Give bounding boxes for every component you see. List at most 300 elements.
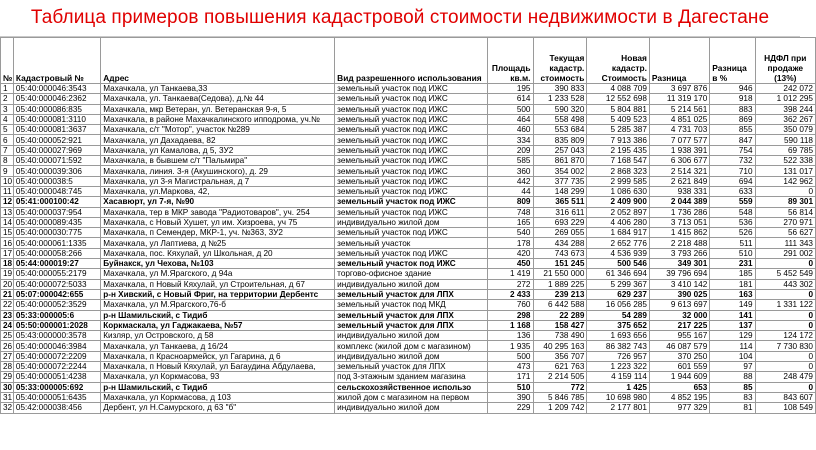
cell-area[interactable]: 500 <box>488 351 533 361</box>
cell-current-value[interactable]: 239 213 <box>533 289 587 299</box>
cell-address[interactable]: Махачкала, ул Камалова, д 5, 3У2 <box>101 145 335 155</box>
cell-use[interactable]: земельный участок под ИЖС <box>335 94 488 104</box>
cell-difference-pct[interactable]: 869 <box>710 114 755 124</box>
cell-difference-pct[interactable]: 754 <box>710 145 755 155</box>
cell-area[interactable]: 195 <box>488 84 533 94</box>
cell-current-value[interactable]: 148 299 <box>533 186 587 196</box>
cell-ndfl[interactable]: 398 244 <box>755 104 815 114</box>
cell-ndfl[interactable]: 0 <box>755 351 815 361</box>
cell-ndfl[interactable]: 590 118 <box>755 135 815 145</box>
cell-num[interactable]: 3 <box>1 104 14 114</box>
cell-use[interactable]: жилой дом с магазином на первом <box>335 392 488 402</box>
cell-address[interactable]: Махачкала, ул 3-я Магистральная, д 7 <box>101 176 335 186</box>
cell-new-value[interactable]: 500 546 <box>587 259 650 269</box>
cell-current-value[interactable]: 772 <box>533 382 587 392</box>
header-difference[interactable]: Разница <box>649 38 709 84</box>
cell-cadastral[interactable]: 05:40:000089:435 <box>13 217 100 227</box>
cell-address[interactable]: Махачкала, ул Лаптиева, д №25 <box>101 238 335 248</box>
cell-use[interactable]: индивидуально жилой дом <box>335 217 488 227</box>
cell-new-value[interactable]: 375 652 <box>587 320 650 330</box>
cell-difference-pct[interactable]: 85 <box>710 382 755 392</box>
cell-ndfl[interactable]: 0 <box>755 320 815 330</box>
cell-address[interactable]: Махачкала, п Красноармейск, ул Гагарина, д 6 <box>101 351 335 361</box>
cell-current-value[interactable]: 365 511 <box>533 197 587 207</box>
cell-address[interactable]: Махачкала, п Семендер, МКР-1, уч. №363, 3У2 <box>101 228 335 238</box>
cell-use[interactable]: земельный участок под ИЖС <box>335 176 488 186</box>
cell-use[interactable]: индивидуально жилой дом <box>335 403 488 413</box>
cell-num[interactable]: 22 <box>1 300 14 310</box>
cell-area[interactable]: 390 <box>488 392 533 402</box>
cell-difference[interactable]: 217 225 <box>649 320 709 330</box>
cell-area[interactable]: 585 <box>488 156 533 166</box>
cell-current-value[interactable]: 269 055 <box>533 228 587 238</box>
cell-difference[interactable]: 1 736 286 <box>649 207 709 217</box>
cell-area[interactable]: 272 <box>488 279 533 289</box>
cell-address[interactable]: Махачкала, ул Коркмасова, 93 <box>101 372 335 382</box>
cell-ndfl[interactable]: 0 <box>755 382 815 392</box>
cell-num[interactable]: 13 <box>1 207 14 217</box>
cell-cadastral[interactable]: 05:44:000019:27 <box>13 259 100 269</box>
cell-use[interactable]: земельный участок под ИЖС <box>335 156 488 166</box>
cell-new-value[interactable]: 5 409 523 <box>587 114 650 124</box>
cell-use[interactable]: земельный участок под ИЖС <box>335 186 488 196</box>
cell-area[interactable]: 614 <box>488 94 533 104</box>
cell-use[interactable]: земельный участок под ИЖС <box>335 248 488 258</box>
cell-ndfl[interactable]: 0 <box>755 259 815 269</box>
cell-use[interactable]: сельскохозяйственное использо <box>335 382 488 392</box>
cell-new-value[interactable]: 5 804 881 <box>587 104 650 114</box>
cell-new-value[interactable]: 4 406 280 <box>587 217 650 227</box>
cell-new-value[interactable]: 1 223 322 <box>587 362 650 372</box>
cell-area[interactable]: 500 <box>488 104 533 114</box>
cell-cadastral[interactable]: 05:40:000037:954 <box>13 207 100 217</box>
cell-use[interactable]: земельный участок под ИЖС <box>335 228 488 238</box>
cell-cadastral[interactable]: 05:40:000081:3110 <box>13 114 100 124</box>
cell-current-value[interactable]: 21 550 000 <box>533 269 587 279</box>
cell-difference-pct[interactable]: 918 <box>710 94 755 104</box>
cell-num[interactable]: 16 <box>1 238 14 248</box>
cell-use[interactable]: земельный участок под ИЖС <box>335 104 488 114</box>
cell-cadastral[interactable]: 05:40:000046:2362 <box>13 94 100 104</box>
cell-address[interactable]: Махачкала, тер в МКР завода "Радиотоваров", уч. 254 <box>101 207 335 217</box>
cell-new-value[interactable]: 2 652 776 <box>587 238 650 248</box>
cell-difference-pct[interactable]: 847 <box>710 135 755 145</box>
cell-difference-pct[interactable]: 129 <box>710 331 755 341</box>
cell-num[interactable]: 1 <box>1 84 14 94</box>
cell-difference-pct[interactable]: 114 <box>710 341 755 351</box>
cell-new-value[interactable]: 10 698 980 <box>587 392 650 402</box>
cell-difference[interactable]: 4 731 703 <box>649 125 709 135</box>
cell-cadastral[interactable]: 05:40:000072:2244 <box>13 362 100 372</box>
cell-ndfl[interactable]: 443 302 <box>755 279 815 289</box>
cell-new-value[interactable]: 4 088 709 <box>587 84 650 94</box>
cell-cadastral[interactable]: 05:41:000100:42 <box>13 197 100 207</box>
cell-cadastral[interactable]: 05:40:000051:6435 <box>13 392 100 402</box>
cell-difference-pct[interactable]: 81 <box>710 403 755 413</box>
cell-address[interactable]: Махачкала, мкр Ветеран, ул. Ветеранская 9-я, 5 <box>101 104 335 114</box>
cell-ndfl[interactable]: 56 627 <box>755 228 815 238</box>
cell-difference[interactable]: 9 613 697 <box>649 300 709 310</box>
cell-cadastral[interactable]: 05:33:000005:6 <box>13 310 100 320</box>
cell-cadastral[interactable]: 05:40:000052:3529 <box>13 300 100 310</box>
cell-area[interactable]: 136 <box>488 331 533 341</box>
header-new-value[interactable]: Новая кадастр. Стоимость <box>587 38 650 84</box>
cell-cadastral[interactable]: 05:40:000046:3543 <box>13 84 100 94</box>
cell-new-value[interactable]: 4 159 114 <box>587 372 650 382</box>
cell-current-value[interactable]: 558 498 <box>533 114 587 124</box>
cell-current-value[interactable]: 354 002 <box>533 166 587 176</box>
cell-current-value[interactable]: 356 707 <box>533 351 587 361</box>
cell-difference[interactable]: 370 250 <box>649 351 709 361</box>
cell-new-value[interactable]: 12 552 698 <box>587 94 650 104</box>
cell-current-value[interactable]: 2 214 505 <box>533 372 587 382</box>
cell-current-value[interactable]: 316 611 <box>533 207 587 217</box>
cell-cadastral[interactable]: 05:40:000048:745 <box>13 186 100 196</box>
cell-ndfl[interactable]: 270 971 <box>755 217 815 227</box>
cell-current-value[interactable]: 5 846 785 <box>533 392 587 402</box>
cell-cadastral[interactable]: 05:33:000005:692 <box>13 382 100 392</box>
cell-address[interactable]: Хасавюрт, ул 7-я, №90 <box>101 197 335 207</box>
cell-num[interactable]: 23 <box>1 310 14 320</box>
header-current-value[interactable]: Текущая кадастр. стоимость <box>533 38 587 84</box>
cell-new-value[interactable]: 61 346 694 <box>587 269 650 279</box>
cell-num[interactable]: 26 <box>1 341 14 351</box>
cell-ndfl[interactable]: 350 079 <box>755 125 815 135</box>
cell-ndfl[interactable]: 0 <box>755 289 815 299</box>
cell-current-value[interactable]: 158 427 <box>533 320 587 330</box>
cell-difference[interactable]: 3 713 051 <box>649 217 709 227</box>
cell-ndfl[interactable]: 0 <box>755 186 815 196</box>
cell-cadastral[interactable]: 05:40:000046:3984 <box>13 341 100 351</box>
cell-cadastral[interactable]: 05:40:000071:592 <box>13 156 100 166</box>
cell-new-value[interactable]: 86 382 743 <box>587 341 650 351</box>
cell-use[interactable]: земельный участок под МКД <box>335 300 488 310</box>
cell-cadastral[interactable]: 05:40:000061:1335 <box>13 238 100 248</box>
cell-cadastral[interactable]: 05:42:000038:456 <box>13 403 100 413</box>
cell-num[interactable]: 30 <box>1 382 14 392</box>
cell-current-value[interactable]: 861 870 <box>533 156 587 166</box>
cell-difference-pct[interactable]: 510 <box>710 248 755 258</box>
cell-ndfl[interactable]: 111 343 <box>755 238 815 248</box>
cell-use[interactable]: земельный участок под ИЖС <box>335 145 488 155</box>
cell-address[interactable]: р-н Шамильский, с Тидиб <box>101 382 335 392</box>
cell-difference-pct[interactable]: 732 <box>710 156 755 166</box>
cell-num[interactable]: 18 <box>1 259 14 269</box>
cell-difference[interactable]: 1 415 862 <box>649 228 709 238</box>
cell-area[interactable]: 44 <box>488 186 533 196</box>
cell-difference[interactable]: 5 214 561 <box>649 104 709 114</box>
cell-difference-pct[interactable]: 185 <box>710 269 755 279</box>
cell-current-value[interactable]: 835 809 <box>533 135 587 145</box>
cell-num[interactable]: 28 <box>1 362 14 372</box>
cell-new-value[interactable]: 7 913 386 <box>587 135 650 145</box>
cell-difference[interactable]: 2 514 321 <box>649 166 709 176</box>
cell-area[interactable]: 809 <box>488 197 533 207</box>
cell-ndfl[interactable]: 0 <box>755 362 815 372</box>
cell-address[interactable]: Махачкала, с Новый Хушет, ул им. Хизроева, уч 75 <box>101 217 335 227</box>
cell-num[interactable]: 9 <box>1 166 14 176</box>
cell-num[interactable]: 17 <box>1 248 14 258</box>
cell-use[interactable]: под 3-этажным зданием магазина <box>335 372 488 382</box>
cell-ndfl[interactable]: 89 301 <box>755 197 815 207</box>
cell-num[interactable]: 10 <box>1 176 14 186</box>
cell-difference[interactable]: 2 621 849 <box>649 176 709 186</box>
cell-use[interactable]: земельный участок для ЛПХ <box>335 320 488 330</box>
cell-area[interactable]: 540 <box>488 228 533 238</box>
cell-difference[interactable]: 977 329 <box>649 403 709 413</box>
cell-use[interactable]: индивидуально жилой дом <box>335 331 488 341</box>
cell-current-value[interactable]: 377 735 <box>533 176 587 186</box>
cell-difference-pct[interactable]: 694 <box>710 176 755 186</box>
cell-difference[interactable]: 2 218 488 <box>649 238 709 248</box>
cell-cadastral[interactable]: 05:50:000001:2028 <box>13 320 100 330</box>
cell-num[interactable]: 25 <box>1 331 14 341</box>
cell-area[interactable]: 420 <box>488 248 533 258</box>
cell-num[interactable]: 11 <box>1 186 14 196</box>
cell-difference-pct[interactable]: 633 <box>710 186 755 196</box>
cell-area[interactable]: 1 935 <box>488 341 533 351</box>
cell-difference[interactable]: 3 410 142 <box>649 279 709 289</box>
cell-new-value[interactable]: 5 285 387 <box>587 125 650 135</box>
cell-address[interactable]: Махачкала, с/т "Мотор", участок №289 <box>101 125 335 135</box>
cell-current-value[interactable]: 6 442 588 <box>533 300 587 310</box>
cell-num[interactable]: 8 <box>1 156 14 166</box>
cell-difference[interactable]: 601 559 <box>649 362 709 372</box>
cell-difference-pct[interactable]: 883 <box>710 104 755 114</box>
cell-difference[interactable]: 3 793 266 <box>649 248 709 258</box>
cell-use[interactable]: земельный участок для ЛПХ <box>335 289 488 299</box>
cell-use[interactable]: земельный участок под ИЖС <box>335 114 488 124</box>
cell-current-value[interactable]: 1 233 528 <box>533 94 587 104</box>
cell-use[interactable]: торгово-офисное здание <box>335 269 488 279</box>
cell-difference[interactable]: 955 167 <box>649 331 709 341</box>
cell-num[interactable]: 7 <box>1 145 14 155</box>
cell-num[interactable]: 12 <box>1 197 14 207</box>
cell-cadastral[interactable]: 05:40:000072:2209 <box>13 351 100 361</box>
cell-current-value[interactable]: 590 320 <box>533 104 587 114</box>
cell-new-value[interactable]: 726 957 <box>587 351 650 361</box>
cell-address[interactable]: р-н Хивский, с Новый Фриг, на территории Дербентс <box>101 289 335 299</box>
cell-area[interactable]: 442 <box>488 176 533 186</box>
cell-num[interactable]: 14 <box>1 217 14 227</box>
cell-new-value[interactable]: 2 177 801 <box>587 403 650 413</box>
cell-use[interactable]: земельный участок под ИЖС <box>335 259 488 269</box>
header-num[interactable]: № <box>1 38 14 84</box>
cell-new-value[interactable]: 5 299 367 <box>587 279 650 289</box>
cell-ndfl[interactable]: 291 002 <box>755 248 815 258</box>
cell-use[interactable]: земельный участок под ИЖС <box>335 125 488 135</box>
cell-num[interactable]: 27 <box>1 351 14 361</box>
cell-address[interactable]: Махачкала, ул Коркмасова, д 103 <box>101 392 335 402</box>
cell-difference[interactable]: 1 944 609 <box>649 372 709 382</box>
header-difference-pct[interactable]: Разница в % <box>710 38 755 84</box>
cell-current-value[interactable]: 621 763 <box>533 362 587 372</box>
cell-num[interactable]: 2 <box>1 94 14 104</box>
cell-ndfl[interactable]: 0 <box>755 310 815 320</box>
cell-difference-pct[interactable]: 181 <box>710 279 755 289</box>
cell-cadastral[interactable]: 05:07:000042:655 <box>13 289 100 299</box>
cell-difference[interactable]: 1 938 391 <box>649 145 709 155</box>
cell-difference[interactable]: 938 331 <box>649 186 709 196</box>
cell-difference[interactable]: 4 852 195 <box>649 392 709 402</box>
cell-cadastral[interactable]: 05:40:000027:969 <box>13 145 100 155</box>
cell-address[interactable]: Махачкала, ул. Танкаева(Седова), д.№ 44 <box>101 94 335 104</box>
cell-use[interactable]: земельный участок под ИЖС <box>335 207 488 217</box>
cell-ndfl[interactable]: 522 338 <box>755 156 815 166</box>
cell-use[interactable]: земельный участок под ИЖС <box>335 135 488 145</box>
cell-area[interactable]: 334 <box>488 135 533 145</box>
cell-difference-pct[interactable]: 710 <box>710 166 755 176</box>
cell-difference[interactable]: 390 025 <box>649 289 709 299</box>
cell-address[interactable]: Коркмаскала, ул Гаджакаева, №57 <box>101 320 335 330</box>
cell-new-value[interactable]: 2 052 897 <box>587 207 650 217</box>
cell-cadastral[interactable]: 05:40:000072:5033 <box>13 279 100 289</box>
cell-address[interactable]: Буйнакск, ул Чехова, №103 <box>101 259 335 269</box>
cell-new-value[interactable]: 629 237 <box>587 289 650 299</box>
cell-address[interactable]: Махачкала, ул.Маркова, 42, <box>101 186 335 196</box>
cell-new-value[interactable]: 1 684 917 <box>587 228 650 238</box>
cell-area[interactable]: 178 <box>488 238 533 248</box>
cell-current-value[interactable]: 434 288 <box>533 238 587 248</box>
cell-area[interactable]: 165 <box>488 217 533 227</box>
cell-ndfl[interactable]: 108 549 <box>755 403 815 413</box>
cell-difference[interactable]: 6 306 677 <box>649 156 709 166</box>
cell-area[interactable]: 464 <box>488 114 533 124</box>
cell-new-value[interactable]: 2 195 435 <box>587 145 650 155</box>
cell-current-value[interactable]: 693 229 <box>533 217 587 227</box>
cell-ndfl[interactable]: 248 479 <box>755 372 815 382</box>
cell-difference[interactable]: 3 697 876 <box>649 84 709 94</box>
cell-address[interactable]: Кизляр, ул Островского, д 58 <box>101 331 335 341</box>
cell-area[interactable]: 450 <box>488 259 533 269</box>
cell-num[interactable]: 19 <box>1 269 14 279</box>
cell-address[interactable]: Махачкала, в бывшем с/т "Пальмира" <box>101 156 335 166</box>
cell-area[interactable]: 229 <box>488 403 533 413</box>
cell-difference-pct[interactable]: 141 <box>710 310 755 320</box>
cell-cadastral[interactable]: 05:40:000038:5 <box>13 176 100 186</box>
cell-area[interactable]: 1 419 <box>488 269 533 279</box>
cell-use[interactable]: земельный участок под ИЖС <box>335 166 488 176</box>
cell-new-value[interactable]: 4 536 939 <box>587 248 650 258</box>
cell-current-value[interactable]: 743 673 <box>533 248 587 258</box>
cell-current-value[interactable]: 738 490 <box>533 331 587 341</box>
cell-use[interactable]: земельный участок для ЛПХ <box>335 362 488 372</box>
cell-ndfl[interactable]: 362 267 <box>755 114 815 124</box>
cell-use[interactable]: земельный участок для ЛПХ <box>335 310 488 320</box>
cell-address[interactable]: Махачкала, линия. 3-я (Акушинского), д. 29 <box>101 166 335 176</box>
cell-difference[interactable]: 653 <box>649 382 709 392</box>
cell-ndfl[interactable]: 131 017 <box>755 166 815 176</box>
cell-new-value[interactable]: 7 168 547 <box>587 156 650 166</box>
cell-num[interactable]: 6 <box>1 135 14 145</box>
cell-area[interactable]: 510 <box>488 382 533 392</box>
cell-use[interactable]: земельный участок под ИЖС <box>335 197 488 207</box>
cell-difference-pct[interactable]: 536 <box>710 217 755 227</box>
cell-cadastral[interactable]: 05:40:000030:775 <box>13 228 100 238</box>
cell-num[interactable]: 31 <box>1 392 14 402</box>
cell-difference-pct[interactable]: 88 <box>710 372 755 382</box>
cell-cadastral[interactable]: 05:43:000000:3578 <box>13 331 100 341</box>
cell-difference-pct[interactable]: 137 <box>710 320 755 330</box>
cell-current-value[interactable]: 40 295 163 <box>533 341 587 351</box>
cell-current-value[interactable]: 553 684 <box>533 125 587 135</box>
cell-difference-pct[interactable]: 231 <box>710 259 755 269</box>
cell-difference-pct[interactable]: 149 <box>710 300 755 310</box>
cell-difference-pct[interactable]: 511 <box>710 238 755 248</box>
cell-area[interactable]: 360 <box>488 166 533 176</box>
cell-new-value[interactable]: 2 999 585 <box>587 176 650 186</box>
cell-use[interactable]: индивидуально жилой дом <box>335 279 488 289</box>
cell-use[interactable]: земельный участок под ИЖС <box>335 84 488 94</box>
cell-address[interactable]: Махачкала, п Новый Кяхулай, ул Багаудина Абдулаева, <box>101 362 335 372</box>
cell-difference[interactable]: 2 044 389 <box>649 197 709 207</box>
cell-current-value[interactable]: 1 209 742 <box>533 403 587 413</box>
cell-num[interactable]: 32 <box>1 403 14 413</box>
cell-num[interactable]: 24 <box>1 320 14 330</box>
cell-ndfl[interactable]: 1 331 122 <box>755 300 815 310</box>
cell-difference-pct[interactable]: 97 <box>710 362 755 372</box>
cell-ndfl[interactable]: 242 072 <box>755 84 815 94</box>
cell-new-value[interactable]: 1 693 656 <box>587 331 650 341</box>
cell-current-value[interactable]: 390 833 <box>533 84 587 94</box>
cell-area[interactable]: 2 433 <box>488 289 533 299</box>
cell-cadastral[interactable]: 05:40:000081:3637 <box>13 125 100 135</box>
cell-ndfl[interactable]: 5 452 549 <box>755 269 815 279</box>
cell-ndfl[interactable]: 69 785 <box>755 145 815 155</box>
header-use[interactable]: Вид разрешенного использования <box>335 38 488 84</box>
cell-new-value[interactable]: 16 056 285 <box>587 300 650 310</box>
cell-difference[interactable]: 7 077 577 <box>649 135 709 145</box>
cell-difference[interactable]: 11 319 170 <box>649 94 709 104</box>
cell-area[interactable]: 171 <box>488 372 533 382</box>
cell-new-value[interactable]: 2 409 900 <box>587 197 650 207</box>
cell-difference[interactable]: 4 851 025 <box>649 114 709 124</box>
cell-use[interactable]: индивидуально жилой дом <box>335 351 488 361</box>
cell-cadastral[interactable]: 05:40:000051:4238 <box>13 372 100 382</box>
cell-difference[interactable]: 32 000 <box>649 310 709 320</box>
header-ndfl[interactable]: НДФЛ при продаже (13%) <box>755 38 815 84</box>
cell-area[interactable]: 473 <box>488 362 533 372</box>
cell-area[interactable]: 460 <box>488 125 533 135</box>
cell-address[interactable]: Дербент, ул Н.Самурского, д 63 "б" <box>101 403 335 413</box>
cell-new-value[interactable]: 1 425 <box>587 382 650 392</box>
cell-ndfl[interactable]: 56 814 <box>755 207 815 217</box>
cell-difference-pct[interactable]: 104 <box>710 351 755 361</box>
cell-current-value[interactable]: 257 043 <box>533 145 587 155</box>
cell-address[interactable]: Махачкала, в районе Махачкалинского ипподрома, уч.№ <box>101 114 335 124</box>
cell-ndfl[interactable]: 142 962 <box>755 176 815 186</box>
cell-cadastral[interactable]: 05:40:000039:306 <box>13 166 100 176</box>
cell-cadastral[interactable]: 05:40:000058:266 <box>13 248 100 258</box>
cell-num[interactable]: 20 <box>1 279 14 289</box>
header-area[interactable]: Площадь кв.м. <box>488 38 533 84</box>
cell-num[interactable]: 15 <box>1 228 14 238</box>
cell-ndfl[interactable]: 1 012 295 <box>755 94 815 104</box>
cell-use[interactable]: земельный участок <box>335 238 488 248</box>
cell-cadastral[interactable]: 05:40:000052:921 <box>13 135 100 145</box>
cell-area[interactable]: 1 168 <box>488 320 533 330</box>
cell-ndfl[interactable]: 843 607 <box>755 392 815 402</box>
cell-ndfl[interactable]: 7 730 830 <box>755 341 815 351</box>
cell-address[interactable]: Махачкала, пос. Кяхулай, ул Школьная, д 20 <box>101 248 335 258</box>
cell-difference-pct[interactable]: 548 <box>710 207 755 217</box>
cell-address[interactable]: Махачкала, ул М.Ярагского,76-б <box>101 300 335 310</box>
cell-address[interactable]: Махачкала, ул Дахадаева, 82 <box>101 135 335 145</box>
cell-current-value[interactable]: 151 245 <box>533 259 587 269</box>
cell-address[interactable]: Махачкала, ул Танкаева, д 16/24 <box>101 341 335 351</box>
cell-num[interactable]: 21 <box>1 289 14 299</box>
cell-area[interactable]: 298 <box>488 310 533 320</box>
